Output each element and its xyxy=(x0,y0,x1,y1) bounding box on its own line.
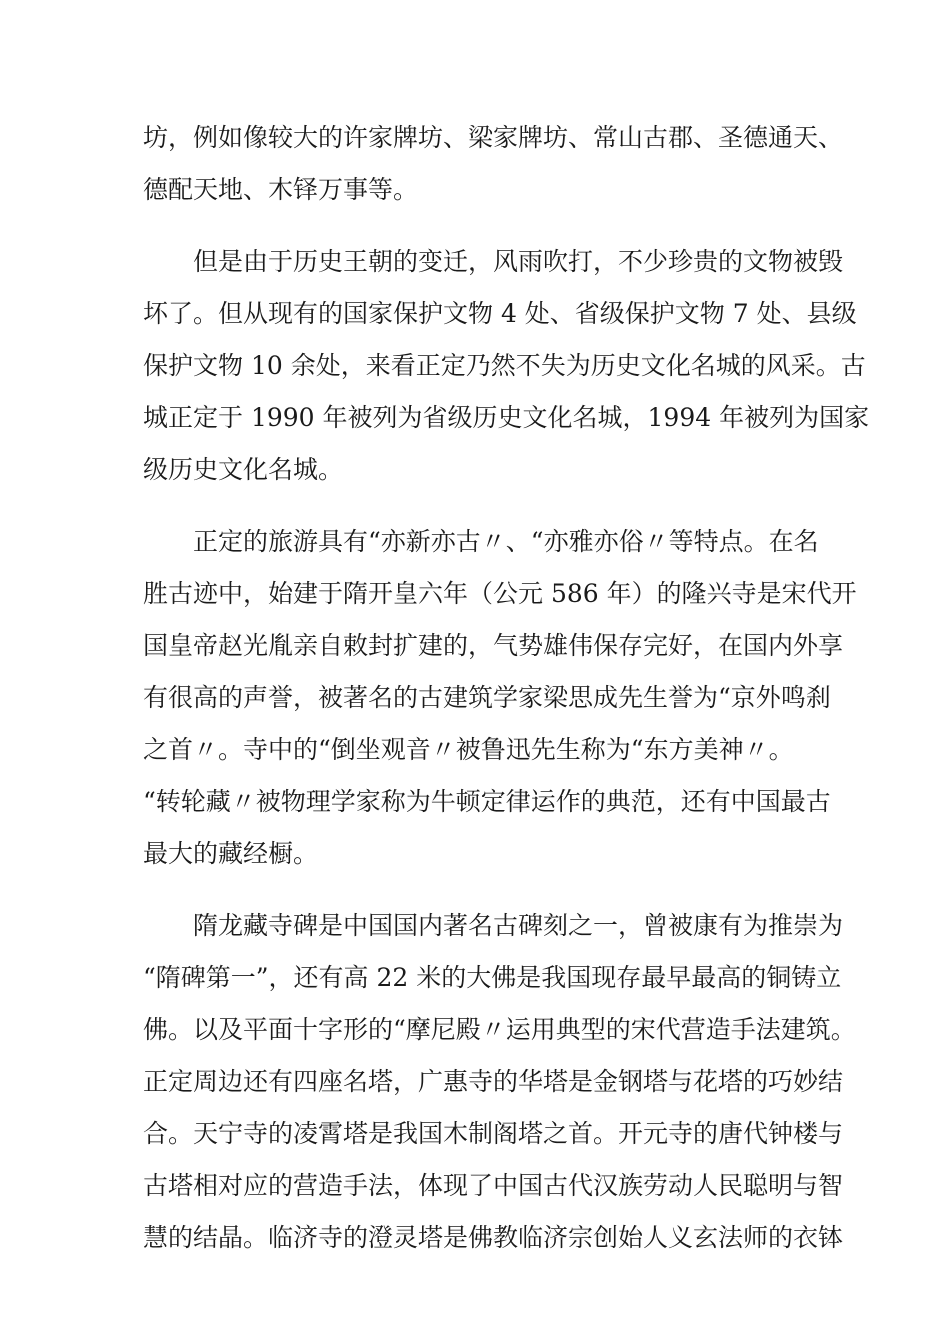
text-line-indented: 但是由于历史王朝的变迁，风雨吹打，不少珍贵的文物被毁 xyxy=(193,247,844,276)
text-line: 保护文物 10 余处，来看正定乃然不失为历史文化名城的风采。古 xyxy=(143,351,866,380)
paragraph-4 xyxy=(143,900,856,1264)
text-line: 最大的藏经橱。 xyxy=(143,839,319,868)
text-line: 城正定于 1990 年被列为省级历史文化名城，1994 年被列为国家 xyxy=(143,403,870,432)
paragraph-1 xyxy=(143,112,844,216)
text-line: 德配天地、木铎万事等。 xyxy=(143,175,419,204)
text-line: 古塔相对应的营造手法，体现了中国古代汉族劳动人民聪明与智 xyxy=(143,1171,844,1200)
text-line: 坏了。但从现有的国家保护文物 4 处、省级保护文物 7 处、县级 xyxy=(143,299,857,328)
text-line: 慧的结晶。临济寺的澄灵塔是佛教临济宗创始人义玄法师的衣钵 xyxy=(143,1223,844,1252)
text-line: 之首〃。寺中的“倒坐观音〃被鲁迅先生称为“东方美神〃。 xyxy=(143,735,794,764)
text-line: 坊，例如像较大的许家牌坊、梁家牌坊、常山古郡、圣德通天、 xyxy=(143,123,844,152)
text-line: 胜古迹中，始建于隋开皇六年（公元 586 年）的隆兴寺是宋代开 xyxy=(143,579,857,608)
paragraph-3 xyxy=(143,516,857,880)
text-line: 正定周边还有四座名塔，广惠寺的华塔是金钢塔与花塔的巧妙结 xyxy=(143,1067,844,1096)
text-line: 有很高的声誉，被著名的古建筑学家梁思成先生誉为“京外鸣刹 xyxy=(143,683,831,712)
paragraph-2 xyxy=(143,236,870,496)
text-line-indented: 隋龙藏寺碑是中国国内著名古碑刻之一，曾被康有为推崇为 xyxy=(193,911,844,940)
body-text xyxy=(143,112,870,1264)
text-line: “隋碑第一”，还有高 22 米的大佛是我国现存最早最高的铜铸立 xyxy=(143,963,842,992)
text-line: 佛。以及平面十字形的“摩尼殿〃运用典型的宋代营造手法建筑。 xyxy=(143,1015,856,1044)
text-line: 级历史文化名城。 xyxy=(143,455,344,484)
text-line: 国皇帝赵光胤亲自敕封扩建的，气势雄伟保存完好，在国内外享 xyxy=(143,631,844,660)
text-line: 合。天宁寺的凌霄塔是我国木制阁塔之首。开元寺的唐代钟楼与 xyxy=(143,1119,844,1148)
text-line: “转轮藏〃被物理学家称为牛顿定律运作的典范，还有中国最古 xyxy=(143,787,831,816)
text-line-indented: 正定的旅游具有“亦新亦古〃、“亦雅亦俗〃等特点。在名 xyxy=(193,527,819,556)
